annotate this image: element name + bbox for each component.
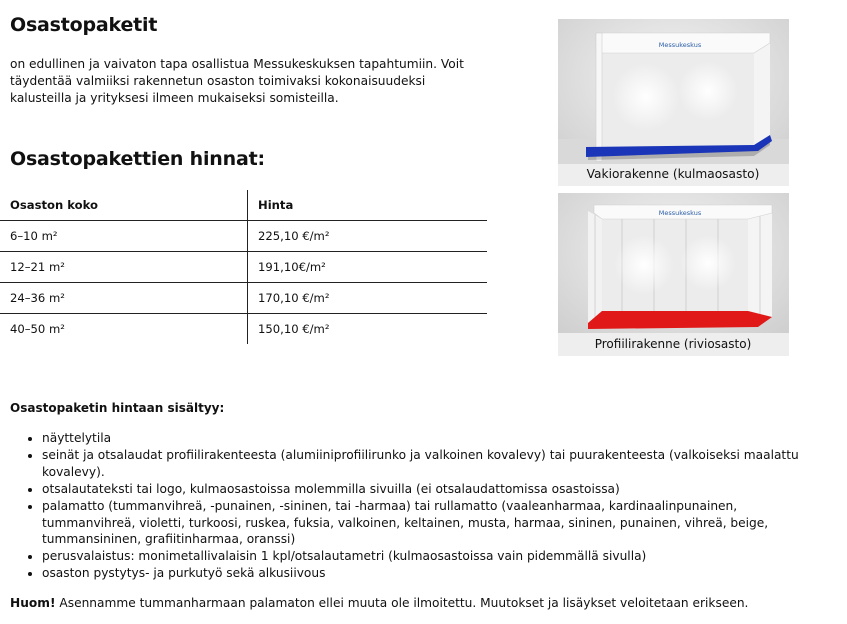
corner-booth-illustration	[558, 19, 789, 186]
table-row	[0, 283, 487, 314]
note	[10, 596, 748, 610]
list-item: • palamatto (tummanvihreä, -punainen, -sininen, tai -harmaa) tai rullamatto (vaaleanharmaa, kardinaalinpunainen, tummanvihreä, violetti, turkoosi, ruskea, fuksia, valkoinen, keltainen, musta, harmaa, sininen, punainen, vihreä, beige, tummansininen, grafiitinharmaa, oranssi)	[42, 498, 832, 549]
size-cell: 12–21 m²	[0, 252, 248, 283]
prices-heading: Osastopakettien hinnat:	[10, 148, 265, 170]
corner-booth-caption: Vakiorakenne (kulmaosasto)	[586, 167, 760, 181]
list-item: • otsalautateksti tai logo, kulmaosastoissa molemmilla sivuilla (ei otsalaudattomissa osastoissa)	[42, 481, 832, 498]
price-cell: 191,10€/m²	[248, 252, 488, 283]
table-row	[0, 221, 487, 252]
table-row	[0, 314, 487, 345]
price-table	[0, 190, 487, 344]
corner-booth-image	[558, 19, 789, 186]
price-cell: 150,10 €/m²	[258, 322, 330, 336]
column-header-size: Osaston koko	[0, 190, 248, 221]
intro-paragraph: on edullinen ja vaivaton tapa osallistua Messukeskuksen tapahtumiin. Voit täydentää valmiiksi rakennetun osaston toimivaksi kokonaisuudeksi kalusteilla ja yrityksesi ilmeen mukaiseksi somisteilla.	[10, 57, 464, 105]
includes-heading: Osastopaketin hintaan sisältyy:	[10, 401, 225, 415]
price-cell: 170,10 €/m²	[248, 283, 488, 314]
row-booth-caption: Profiilirakenne (riviosasto)	[594, 337, 752, 351]
size-cell: 40–50 m²	[0, 314, 248, 345]
price-table-header-row	[0, 190, 487, 221]
page-title: Osastopaketit	[10, 14, 158, 36]
row-booth-image	[558, 193, 789, 356]
list-item: • näyttelytila	[42, 430, 832, 447]
booth-sign-text: Messukeskus	[658, 41, 702, 49]
size-cell: 6–10 m²	[0, 221, 248, 252]
size-cell: 24–36 m²	[0, 283, 248, 314]
list-item: • seinät ja otsalaudat profiilirakenteesta (alumiiniprofiilirunko ja valkoinen kovalevy) tai puurakenteesta (valkoiseksi maalattu kovalevy).	[42, 447, 832, 481]
note-label: Huom!	[10, 596, 56, 610]
column-header-price: Hinta	[248, 190, 488, 221]
note-text: Asennamme tummanharmaan palamaton ellei muuta ole ilmoitettu. Muutokset ja lisäykset veloitetaan erikseen.	[55, 596, 749, 610]
list-item: • perusvalaistus: monimetallivalaisin 1 kpl/otsalautametri (kulmaosastoissa vain pidemmällä sivulla)	[42, 548, 832, 565]
booth-sign-text: Messukeskus	[658, 209, 702, 217]
list-item: • osaston pystytys- ja purkutyö sekä alkusiivous	[42, 565, 832, 582]
row-booth-illustration	[558, 193, 789, 356]
price-cell: 225,10 €/m²	[248, 221, 488, 252]
table-row	[0, 252, 487, 283]
floor-carpet	[588, 311, 772, 329]
includes-list	[10, 430, 832, 582]
